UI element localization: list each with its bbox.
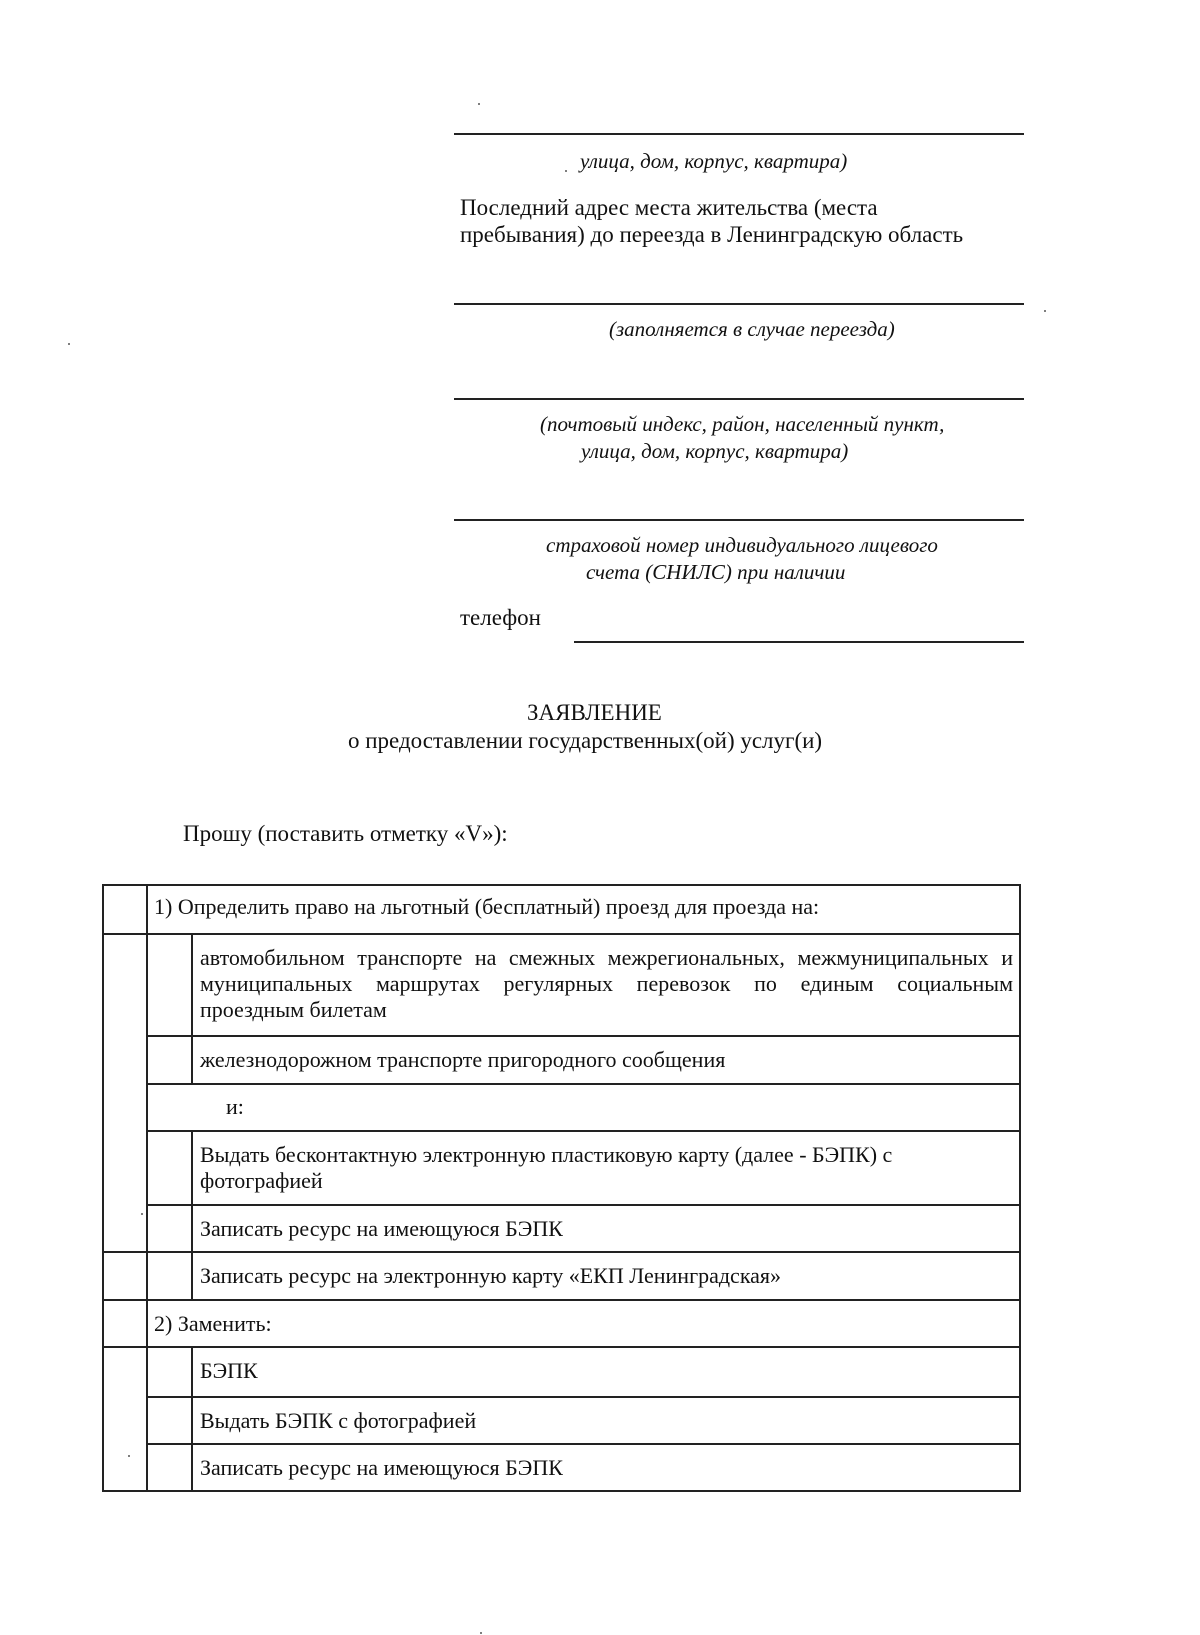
table-row [104,886,1019,933]
option-issue-photo-label: Выдать БЭПК с фотографией [200,1408,477,1433]
section2-title: 2) Заменить: [154,1311,272,1336]
table-row [104,1299,1019,1346]
postal-address-line[interactable] [454,398,1024,400]
table-row [148,1083,1019,1130]
option-rail-checkbox[interactable] [148,1037,193,1083]
scan-dot [68,343,70,345]
scan-dot [480,1632,482,1634]
services-table [102,884,1021,1492]
table-row [148,1443,1019,1490]
table-row [148,1035,1019,1083]
request-label: Прошу (поставить отметку «V»): [183,821,508,846]
option-write-existing-label: Записать ресурс на имеющуюся БЭПК [200,1216,563,1241]
section2-group [104,1346,1019,1490]
section2-group-spacer [104,1348,148,1490]
section1-title: 1) Определить право на льготный (бесплатный) проезд для проезда на: [154,894,820,919]
option-write-existing-checkbox[interactable] [148,1206,193,1251]
snils-caption: страховой номер индивидуального лицевого счета (СНИЛС) при наличии [546,533,938,584]
option-rail-label: железнодорожном транспорте пригородного сообщения [200,1047,726,1072]
table-row [148,1396,1019,1443]
phone-line[interactable] [574,641,1024,643]
last-address-line[interactable] [454,303,1024,305]
option-auto-label: автомобильном транспорте на смежных межрегиональных, межмуниципальных и муниципальных маршрутах регулярных перевозок по единым социальным проездным билетам [200,945,1013,1022]
section2-checkbox[interactable] [104,1301,148,1346]
postal-caption: (почтовый индекс, район, населенный пункт, улица, дом, корпус, квартира) [540,412,945,463]
table-row [148,1348,1019,1396]
scan-dot [141,1213,143,1215]
option-write-existing-2-checkbox[interactable] [148,1445,193,1490]
section1-group-spacer [104,935,148,1251]
address-caption-1: улица, дом, корпус, квартира) [580,149,848,173]
table-row [104,1251,1019,1299]
option-write-existing-2-label: Записать ресурс на имеющуюся БЭПК [200,1455,563,1480]
option-ekp-checkbox[interactable] [148,1253,193,1299]
move-caption: (заполняется в случае переезда) [609,317,895,341]
option-bepk-checkbox[interactable] [148,1348,193,1396]
last-address-label: Последний адрес места жительства (места пребывания) до переезда в Ленинградскую область [460,195,964,247]
option-issue-card-label: Выдать бесконтактную электронную пластиковую карту (далее - БЭПК) с фотографией [200,1142,893,1193]
option-bepk-label: БЭПК [200,1358,258,1383]
table-row [148,935,1019,1035]
scan-dot [565,170,567,172]
address-line-top[interactable] [454,133,1024,135]
table-row [148,1130,1019,1204]
option-ekp-label: Записать ресурс на электронную карту «ЕКП Ленинградская» [200,1263,782,1288]
option-auto-checkbox[interactable] [148,935,193,1035]
option-issue-photo-checkbox[interactable] [148,1398,193,1443]
option-ekp-outer-cell [104,1253,148,1299]
section1-group [104,933,1019,1251]
document-subtitle: о предоставлении государственных(ой) услуг(и) [348,728,823,753]
scan-dot [478,103,480,105]
section1-checkbox[interactable] [104,886,148,933]
snils-line[interactable] [454,519,1024,521]
option-issue-card-checkbox[interactable] [148,1132,193,1204]
document-title: ЗАЯВЛЕНИЕ [527,700,662,725]
scan-dot [1044,310,1046,312]
and-label: и: [226,1094,244,1119]
scan-dot [128,1455,130,1457]
table-row [148,1204,1019,1251]
phone-label: телефон [460,605,541,630]
